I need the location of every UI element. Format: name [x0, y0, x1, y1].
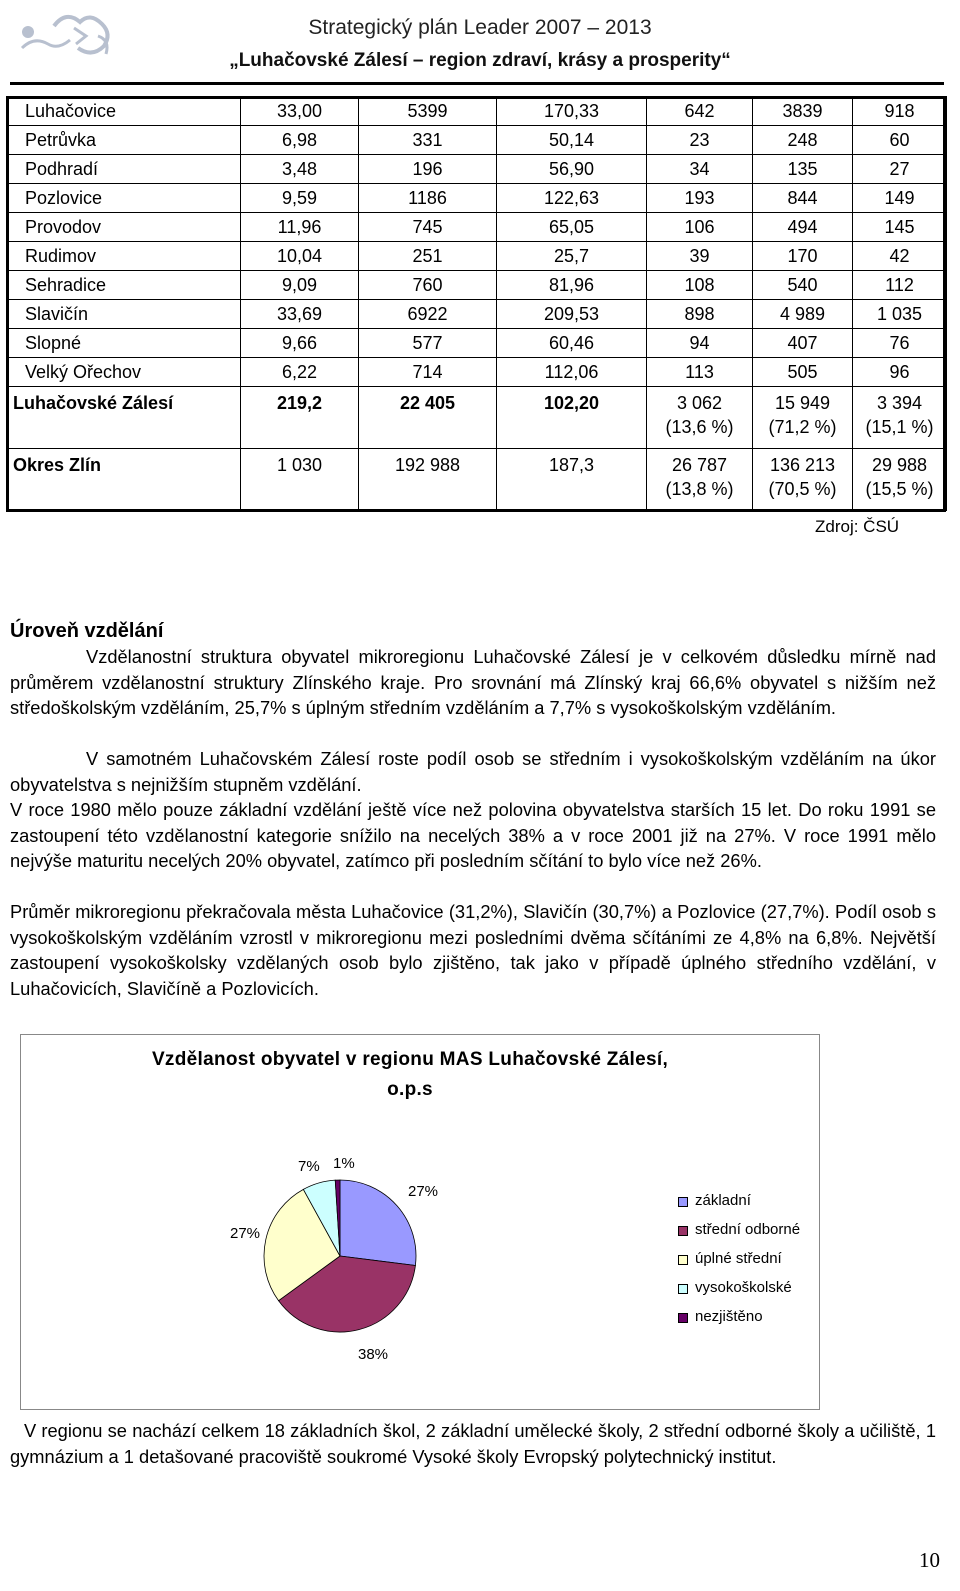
value-cell: 149	[853, 184, 947, 213]
legend-swatch	[678, 1197, 688, 1207]
value-cell: 65,05	[497, 213, 647, 242]
value-cell: 898	[647, 300, 753, 329]
legend-swatch	[678, 1255, 688, 1265]
value-cell: 844	[753, 184, 853, 213]
value-cell: 760	[359, 271, 497, 300]
paragraph-structure-text: Vzdělanostní struktura obyvatel mikroregionu Luhačovské Zálesí je v celkovém důsledku mírně nad průměrem vzdělanostní struktury Zlínského kraje. Pro srovnání má Zlínský kraj 66,6% obyvatel s nižším než středoškolským vzděláním, 25,7% s úplným středním vzděláním a 7,7% s vysokoškolským vzděláním.	[10, 646, 936, 718]
count-value: 26 787	[671, 455, 728, 475]
value-cell: 96	[853, 358, 947, 387]
row-name-cell: Slavičín	[7, 300, 241, 329]
value-cell: 106	[647, 213, 753, 242]
value-cell: 9,09	[241, 271, 359, 300]
percent-value: (15,5 %)	[865, 479, 934, 499]
value-cell: 22 405	[359, 387, 497, 449]
value-cell: 209,53	[497, 300, 647, 329]
document-title: Strategický plán Leader 2007 – 2013	[308, 16, 652, 39]
value-cell: 33,69	[241, 300, 359, 329]
value-cell: 196	[359, 155, 497, 184]
table-row	[7, 213, 947, 242]
value-cell: 60,46	[497, 329, 647, 358]
value-cell: 6,98	[241, 126, 359, 155]
value-cell: 11,96	[241, 213, 359, 242]
value-cell: 3,48	[241, 155, 359, 184]
legend-swatch	[678, 1284, 688, 1294]
row-name-cell: Provodov	[7, 213, 241, 242]
value-cell: 3839	[753, 97, 853, 126]
chart-title-line-2: o.p.s	[387, 1079, 433, 1100]
value-cell	[853, 449, 947, 511]
value-cell: 1186	[359, 184, 497, 213]
value-cell: 5399	[359, 97, 497, 126]
value-cell	[753, 449, 853, 511]
count-value: 15 949	[774, 393, 831, 413]
pie-slice-0	[340, 1180, 416, 1266]
row-name-cell: Luhačovské Zálesí	[7, 387, 241, 449]
value-cell: 94	[647, 329, 753, 358]
count-value: 3 394	[876, 393, 923, 413]
table-source: Zdroj: ČSÚ	[815, 517, 900, 536]
count-value: 136 213	[769, 455, 836, 475]
value-cell: 9,59	[241, 184, 359, 213]
value-cell: 642	[647, 97, 753, 126]
pie-label-stredni-odborne: 38%	[358, 1346, 389, 1363]
value-cell: 577	[359, 329, 497, 358]
row-name-cell: Petrůvka	[7, 126, 241, 155]
count-value: 29 988	[871, 455, 928, 475]
value-cell: 714	[359, 358, 497, 387]
pie-label-nezjisteno: 1%	[333, 1155, 355, 1172]
municipality-table	[6, 96, 947, 511]
legend-swatch	[678, 1226, 688, 1236]
value-cell: 6922	[359, 300, 497, 329]
row-name-cell: Okres Zlín	[7, 449, 241, 511]
legend-label: střední odborné	[695, 1221, 801, 1238]
table-body	[7, 97, 947, 511]
district-row	[7, 449, 947, 511]
value-cell: 27	[853, 155, 947, 184]
value-cell: 145	[853, 213, 947, 242]
chart-title	[100, 1045, 720, 1105]
value-cell: 34	[647, 155, 753, 184]
value-cell: 1 030	[241, 449, 359, 511]
page-number: 10	[919, 1548, 940, 1572]
paragraph-towns: Průměr mikroregionu překračovala města Luhačovice (31,2%), Slavičín (30,7%) a Pozlovice (27,7%). Podíl osob s vysokoškolským vzděláním vzrostl v mikroregionu mezi posledními dvěma sčítáními ze 4,8% na 6,8%. Největší zastoupení vysokoškolsky vzdělaných osob bylo zjištěno, tak jako v případě úplného středního vzdělání, v Luhačovicích, Slavičíně a Pozlovicích.	[10, 901, 936, 999]
value-cell: 25,7	[497, 242, 647, 271]
table-row	[7, 155, 947, 184]
value-cell: 192 988	[359, 449, 497, 511]
value-cell: 122,63	[497, 184, 647, 213]
value-cell: 187,3	[497, 449, 647, 511]
percent-value: (13,6 %)	[665, 417, 734, 437]
value-cell: 60	[853, 126, 947, 155]
percent-value: (70,5 %)	[768, 479, 837, 499]
row-name-cell: Rudimov	[7, 242, 241, 271]
header-divider	[10, 82, 944, 85]
row-name-cell: Luhačovice	[7, 97, 241, 126]
table-row	[7, 329, 947, 358]
count-value: 3 062	[676, 393, 723, 413]
value-cell: 113	[647, 358, 753, 387]
value-cell: 108	[647, 271, 753, 300]
value-cell: 219,2	[241, 387, 359, 449]
value-cell: 39	[647, 242, 753, 271]
value-cell: 9,66	[241, 329, 359, 358]
legend-label: vysokoškolské	[695, 1279, 792, 1296]
row-name-cell: Slopné	[7, 329, 241, 358]
legend-label: úplné střední	[695, 1250, 782, 1267]
section-heading: Úroveň vzdělání	[10, 620, 164, 642]
percent-value: (15,1 %)	[865, 417, 934, 437]
value-cell: 42	[853, 242, 947, 271]
row-name-cell: Pozlovice	[7, 184, 241, 213]
table-row	[7, 300, 947, 329]
value-cell	[853, 387, 947, 449]
paragraph-history: V roce 1980 mělo pouze základní vzdělání ještě více než polovina obyvatelstva starších 15 let. Do roku 1991 se zastoupení této vzdělanostní kategorie snížilo na necelých 38% a v roce 2001 již na 27%. V roce 1991 mělo nejvýše maturitu necelých 20% obyvatel, zatímco při posledním sčítání to bylo více než 26%.	[10, 799, 936, 871]
legend-label: základní	[695, 1192, 751, 1209]
value-cell	[753, 387, 853, 449]
table-row	[7, 358, 947, 387]
value-cell: 112	[853, 271, 947, 300]
value-cell: 193	[647, 184, 753, 213]
pie-label-zakladni: 27%	[408, 1183, 439, 1200]
value-cell: 102,20	[497, 387, 647, 449]
table-row	[7, 97, 947, 126]
value-cell: 76	[853, 329, 947, 358]
row-name-cell: Sehradice	[7, 271, 241, 300]
value-cell: 918	[853, 97, 947, 126]
value-cell: 10,04	[241, 242, 359, 271]
value-cell: 331	[359, 126, 497, 155]
table-row	[7, 126, 947, 155]
value-cell: 540	[753, 271, 853, 300]
paragraph-structure	[10, 644, 936, 721]
value-cell: 4 989	[753, 300, 853, 329]
value-cell: 6,22	[241, 358, 359, 387]
paragraph-schools: V regionu se nachází celkem 18 základních škol, 2 základní umělecké školy, 2 střední odborné školy a učiliště, 1 gymnázium a 1 detašované pracoviště soukromé Vysoké školy Evropský polytechnický institut.	[10, 1420, 936, 1467]
value-cell: 23	[647, 126, 753, 155]
row-name-cell: Velký Ořechov	[7, 358, 241, 387]
document-subtitle: „Luhačovské Zálesí – region zdraví, krásy a prosperity“	[229, 50, 731, 71]
value-cell: 745	[359, 213, 497, 242]
table-row	[7, 271, 947, 300]
paragraph-growth: V samotném Luhačovském Zálesí roste podíl osob se středním i vysokoškolským vzděláním na úkor obyvatelstva s nejnižším stupněm vzdělání.	[10, 748, 936, 795]
value-cell: 33,00	[241, 97, 359, 126]
value-cell: 81,96	[497, 271, 647, 300]
value-cell: 56,90	[497, 155, 647, 184]
value-cell: 170,33	[497, 97, 647, 126]
percent-value: (13,8 %)	[665, 479, 734, 499]
legend-label: nezjištěno	[695, 1308, 763, 1325]
region-logo	[14, 6, 124, 66]
value-cell	[647, 387, 753, 449]
value-cell: 251	[359, 242, 497, 271]
row-name-cell: Podhradí	[7, 155, 241, 184]
value-cell: 170	[753, 242, 853, 271]
value-cell: 1 035	[853, 300, 947, 329]
chart-title-line-1: Vzdělanost obyvatel v regionu MAS Luhačovské Zálesí,	[151, 1049, 669, 1070]
percent-value: (71,2 %)	[768, 417, 837, 437]
table-row	[7, 184, 947, 213]
pie-label-uplne-stredni: 27%	[230, 1225, 261, 1242]
value-cell: 135	[753, 155, 853, 184]
pie-chart	[260, 1176, 420, 1336]
value-cell: 50,14	[497, 126, 647, 155]
legend-swatch	[678, 1313, 688, 1323]
total-row	[7, 387, 947, 449]
value-cell: 407	[753, 329, 853, 358]
value-cell: 248	[753, 126, 853, 155]
pie-label-vysokoskolske: 7%	[298, 1158, 320, 1175]
value-cell: 494	[753, 213, 853, 242]
value-cell: 505	[753, 358, 853, 387]
table-row	[7, 242, 947, 271]
value-cell: 112,06	[497, 358, 647, 387]
value-cell	[647, 449, 753, 511]
